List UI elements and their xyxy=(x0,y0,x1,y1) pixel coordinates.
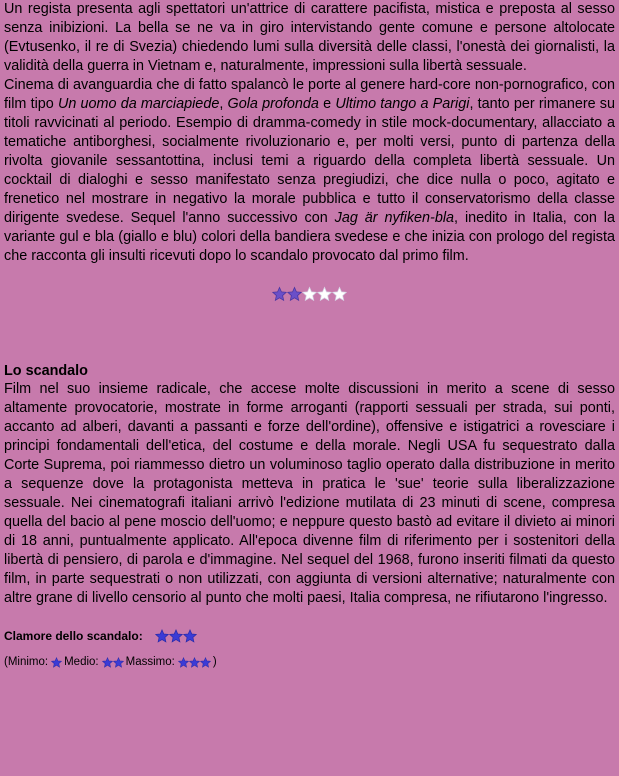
legend-massimo: Massimo: xyxy=(125,656,175,668)
star-icon xyxy=(51,657,62,668)
star-icon xyxy=(332,286,347,302)
star-icon xyxy=(155,629,169,643)
star-icon xyxy=(302,286,317,302)
legend-medio-stars xyxy=(102,657,124,668)
film-rating xyxy=(4,286,615,308)
film-title: Gola profonda xyxy=(227,96,319,112)
text-span: e xyxy=(318,96,336,112)
star-icon xyxy=(200,657,211,668)
scandal-rating-stars xyxy=(155,629,197,643)
scandal-rating xyxy=(4,626,615,646)
star-icon xyxy=(317,286,332,302)
text-span: , inedito in Italia, con la variante gul e bla (giallo e blu) colori della bandiera svedese e che inizia con prologo del regista che racconta gli insulti ricevuti dopo lo scandalo provocato dal primo film. xyxy=(4,210,616,264)
scandal-heading: Lo scandalo xyxy=(4,363,88,379)
film-title: Un uomo da marciapiede xyxy=(57,96,220,112)
legend-min-stars xyxy=(51,657,62,668)
legend-max-stars xyxy=(178,657,211,668)
legend-open: (Minimo: xyxy=(4,656,49,668)
rating-legend xyxy=(4,654,615,670)
text-span: , xyxy=(219,96,228,112)
legend-medio: Medio: xyxy=(64,656,99,668)
film-title: Ultimo tango a Parigi xyxy=(335,96,470,112)
intro-paragraph-1: Un regista presenta agli spettatori un'attrice di carattere pacifista, mistica e preposta al sesso senza inibizioni. La bella se ne va in giro intervistando gente comune e persone altolocate (Evtusenko, il re di Svezia) chiedendo lumi sulla diversità delle classi, l'onestà dei giornalisti, la validità della guerra in Vietnam e, naturalmente, impressioni sulla libertà sessuale. xyxy=(4,1,615,74)
star-icon xyxy=(272,286,287,302)
scandal-paragraph: Film nel suo insieme radicale, che accese molte discussioni in merito a scene di sesso altamente provocatorie, mostrate in forme arroganti (rapporti sessuali per strada, sui ponti, accanto ad alberi, davanti a passanti e forze dell'ordine), offensive e istigatrici a rovesciare i principi fondamentali dell'etica, del costume e della morale. Negli USA fu sequestrato dalla Corte Suprema, poi riammesso dietro un voluminoso taglio operato dalla distribuzione in merito a sequenze dove la protagonista metteva in pratica le 'sue' teorie sulla liberalizzazione sessuale. Nei cinematografi italiani arrivò l'edizione mutilata di 23 minuti di scene, compresa quella del bacio al pene moscio dell'uomo; e neppure questo bastò ad evitare il divieto ai minori di 18 anni, puntualmente applicato. All'epoca divenne film di riferimento per i sostenitori della libertà di pensiero, di parola e d'immagine. Nel sequel del 1968, furono inseriti filmati da questo film, in parte sequestrati o non utilizzati, con aggiunta di versioni alternative; naturalmente con altre grane di livello censorio al punto che molti paesi, Italia compresa, ne rifiutarono l'ingresso. xyxy=(4,381,615,606)
star-icon xyxy=(287,286,302,302)
scandal-rating-label: Clamore dello scandalo: xyxy=(4,629,143,643)
star-icon xyxy=(189,657,200,668)
star-icon xyxy=(178,657,189,668)
star-icon xyxy=(183,629,197,643)
film-title: Jag är nyfiken-bla xyxy=(334,210,455,226)
star-icon xyxy=(113,657,124,668)
star-icon xyxy=(102,657,113,668)
text-span: , tanto per rimanere su titoli ravvicinati al periodo. Esempio di dramma-comedy in stile mock-documentary, allacciato a tematiche antiborghesi, socialmente rivoluzionario e, per molti versi, punto di partenza della rivolta giovanile sessantottina, inclusi temi a riguardo della completa libertà sessuale. Un cocktail di dialoghi e sesso manifestato senza pregiudizi, che dice nulla o poco, agitato e frenetico nel mostrare in negativo la morale pubblica e tutto il conservatorismo della classe dirigente svedese. Sequel l'anno successivo con xyxy=(4,96,616,226)
star-icon xyxy=(169,629,183,643)
text-span: Cinema di avanguardia che di fatto spalancò le porte al genere hard-core non-pornografico, con film tipo xyxy=(4,77,615,112)
legend-close: ) xyxy=(212,656,217,668)
intro-paragraph-2 xyxy=(4,76,615,266)
